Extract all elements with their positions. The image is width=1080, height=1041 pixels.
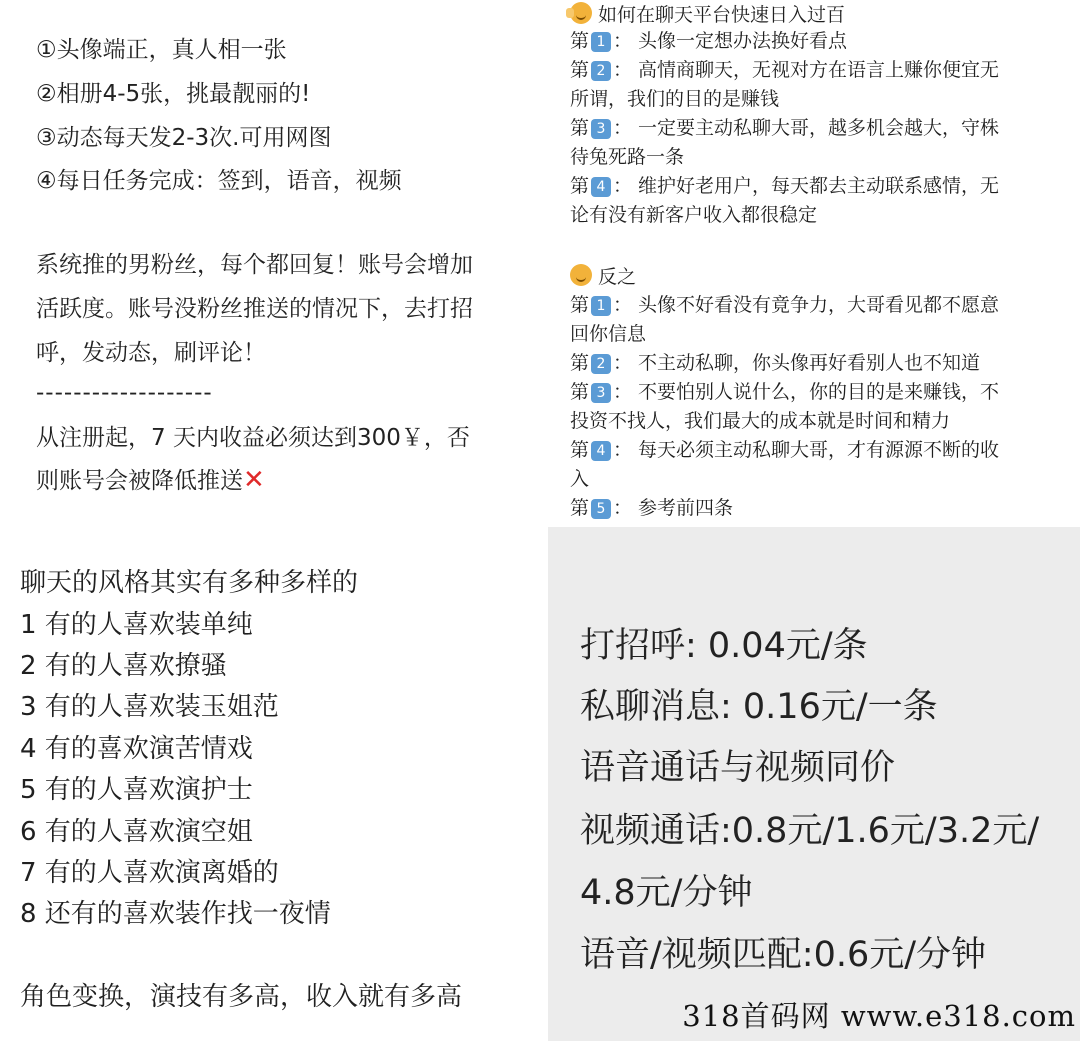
tip-text: ： 维护好老用户，每天都去主动联系感情，无 [613,175,1000,197]
tip-line [570,173,999,199]
number-badge-icon: 3 [591,119,611,139]
price-voice-call: 语音通话与视频同价 [580,748,896,788]
style-item: 7 有的人喜欢演离婚的 [20,858,279,888]
tip-line [570,86,779,112]
tip-prefix: 第 [570,439,590,461]
tips-title [570,2,845,28]
tip-prefix: 第 [570,30,590,52]
price-video-call-cont: 4.8元/分钟 [580,873,753,913]
fans-reply-line-3: 呼，发动态，刷评论！ [36,340,266,366]
number-badge-icon: 3 [591,383,611,403]
tip-text: 所谓，我们的目的是赚钱 [570,88,780,110]
panel-account-rules [0,0,548,527]
contrary-title-text: 反之 [598,266,637,288]
person-facepalming-icon [570,264,592,286]
tip-line [570,350,980,376]
tip-prefix: 第 [570,117,590,139]
panel-pricing [548,527,1080,1041]
number-badge-icon: 2 [591,61,611,81]
style-item: 3 有的人喜欢装玉姐范 [20,692,279,722]
tip-prefix: 第 [570,294,590,316]
rule-avatar: ①头像端正，真人相一张 [36,37,287,63]
contrary-title [570,264,636,290]
fans-reply-line-2: 活跃度。账号没粉丝推送的情况下，去打招 [36,296,473,322]
tip-line [570,379,999,405]
tips-title-text: 如何在聊天平台快速日入过百 [598,4,846,26]
tip-line [570,202,817,228]
rule-daily-tasks: ④每日任务完成：签到，语音，视频 [36,168,402,194]
tip-text: 回你信息 [570,323,647,345]
tip-line [570,466,589,492]
tip-prefix: 第 [570,497,590,519]
fans-reply-line-1: 系统推的男粉丝，每个都回复！账号会增加 [36,252,473,278]
tip-line [570,115,999,141]
price-match: 语音/视频匹配:0.6元/分钟 [580,935,987,975]
income-rule-line-1: 从注册起，7 天内收益必须达到300￥，否 [36,425,470,451]
divider-dashes: ------------------- [36,380,213,406]
tip-text: 投资不找人，我们最大的成本就是时间和精力 [570,410,951,432]
rule-album: ②相册4-5张，挑最靓丽的! [36,81,311,107]
tip-line [570,144,684,170]
price-private-message: 私聊消息: 0.16元/一条 [580,687,938,727]
tip-line [570,292,999,318]
style-item: 4 有的喜欢演苦情戏 [20,734,253,764]
tip-prefix: 第 [570,175,590,197]
income-rule-line-2 [36,466,265,496]
number-badge-icon: 1 [591,32,611,52]
style-item: 5 有的人喜欢演护士 [20,775,253,805]
tip-line [570,408,950,434]
tip-text: ： 一定要主动私聊大哥，越多机会越大，守株 [613,117,1000,139]
tip-text: 待兔死路一条 [570,146,685,168]
tip-text: ： 不主动私聊，你头像再好看别人也不知道 [613,352,981,374]
number-badge-icon: 2 [591,354,611,374]
tip-line [570,57,999,83]
panel-daily-income-tips [548,0,1080,527]
tip-line [570,437,999,463]
tip-line [570,495,733,521]
styles-heading: 聊天的风格其实有多种多样的 [20,568,359,598]
tip-text: 入 [570,468,590,490]
style-item: 8 还有的喜欢装作找一夜情 [20,899,331,929]
tip-prefix: 第 [570,381,590,403]
tip-prefix: 第 [570,352,590,374]
number-badge-icon: 4 [591,441,611,461]
site-watermark: 318首码网 www.e318.com [682,999,1076,1033]
style-item: 1 有的人喜欢装单纯 [20,610,253,640]
tip-prefix: 第 [570,59,590,81]
price-greeting: 打招呼: 0.04元/条 [580,626,868,666]
tip-text: ： 头像一定想办法换好看点 [613,30,848,52]
cross-mark-icon: ✕ [243,465,265,495]
tip-text: 论有没有新客户收入都很稳定 [570,204,818,226]
tip-text: ： 每天必须主动私聊大哥，才有源源不断的收 [613,439,1000,461]
tip-text: ： 参考前四条 [613,497,734,519]
number-badge-icon: 5 [591,499,611,519]
style-item: 6 有的人喜欢演空姐 [20,817,253,847]
rule-moments: ③动态每天发2-3次.可用网图 [36,125,332,151]
panel-chat-styles [0,527,548,1041]
tip-text: ： 头像不好看没有竟争力，大哥看见都不愿意 [613,294,1000,316]
price-video-call: 视频通话:0.8元/1.6元/3.2元/ [580,811,1040,851]
person-tipping-hand-icon [570,2,592,24]
number-badge-icon: 1 [591,296,611,316]
style-item: 2 有的人喜欢撩骚 [20,651,227,681]
tip-line [570,28,847,54]
tip-text: ： 不要怕别人说什么，你的目的是来赚钱，不 [613,381,1000,403]
tip-text: ： 高情商聊天，无视对方在语言上赚你便宜无 [613,59,1000,81]
styles-conclusion: 角色变换，演技有多高，收入就有多高 [20,982,463,1012]
tip-line [570,321,646,347]
number-badge-icon: 4 [591,177,611,197]
income-rule-text: 则账号会被降低推送 [36,468,243,494]
